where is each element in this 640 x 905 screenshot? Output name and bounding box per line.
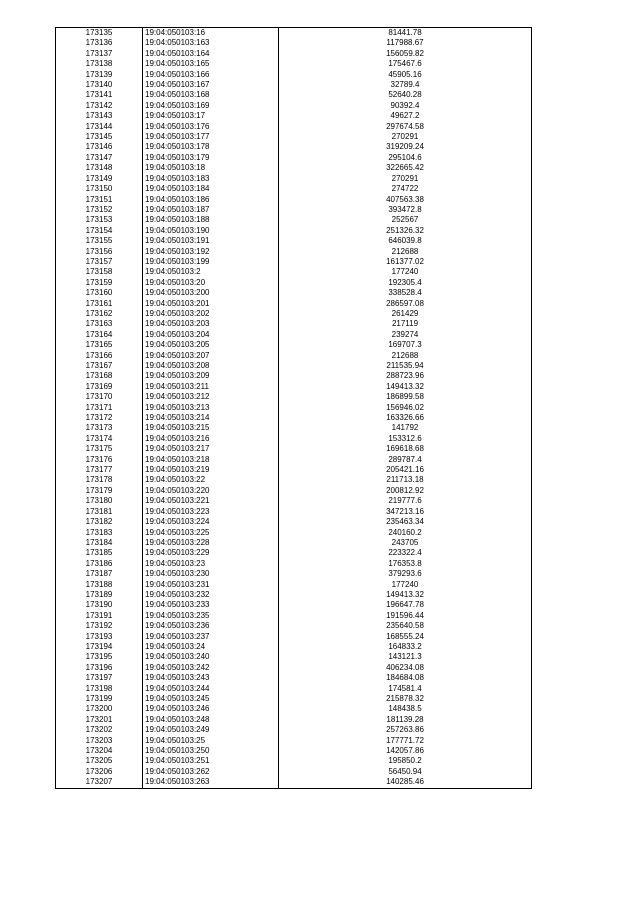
cadastral-number-cell: 19:04:050103:164 xyxy=(143,49,279,59)
table-row xyxy=(56,361,532,371)
table-row xyxy=(56,465,532,475)
cadastral-number-cell: 19:04:050103:230 xyxy=(143,569,279,579)
value-cell: 90392.4 xyxy=(279,101,532,111)
value-cell: 81441.78 xyxy=(279,28,532,39)
table-row xyxy=(56,704,532,714)
cadastral-number-cell: 19:04:050103:228 xyxy=(143,538,279,548)
value-cell: 168555.24 xyxy=(279,632,532,642)
cadastral-number-cell: 19:04:050103:242 xyxy=(143,663,279,673)
row-number-cell: 173206 xyxy=(56,767,143,777)
row-number-cell: 173139 xyxy=(56,70,143,80)
value-cell: 295104.6 xyxy=(279,153,532,163)
row-number-cell: 173200 xyxy=(56,704,143,714)
table-row xyxy=(56,507,532,517)
value-cell: 156059.82 xyxy=(279,49,532,59)
cadastral-number-cell: 19:04:050103:183 xyxy=(143,174,279,184)
value-cell: 177240 xyxy=(279,267,532,277)
row-number-cell: 173159 xyxy=(56,278,143,288)
row-number-cell: 173153 xyxy=(56,215,143,225)
row-number-cell: 173149 xyxy=(56,174,143,184)
table-row xyxy=(56,403,532,413)
table-row xyxy=(56,621,532,631)
row-number-cell: 173146 xyxy=(56,142,143,152)
row-number-cell: 173167 xyxy=(56,361,143,371)
table-row xyxy=(56,548,532,558)
value-cell: 191596.44 xyxy=(279,611,532,621)
table-row xyxy=(56,70,532,80)
value-cell: 164833.2 xyxy=(279,642,532,652)
table-row xyxy=(56,413,532,423)
value-cell: 205421.16 xyxy=(279,465,532,475)
table-row xyxy=(56,475,532,485)
value-cell: 141792 xyxy=(279,423,532,433)
row-number-cell: 173141 xyxy=(56,90,143,100)
cadastral-number-cell: 19:04:050103:204 xyxy=(143,330,279,340)
table-row xyxy=(56,767,532,777)
row-number-cell: 173197 xyxy=(56,673,143,683)
cadastral-number-cell: 19:04:050103:249 xyxy=(143,725,279,735)
table-row xyxy=(56,600,532,610)
row-number-cell: 173148 xyxy=(56,163,143,173)
value-cell: 184684.08 xyxy=(279,673,532,683)
cadastral-number-cell: 19:04:050103:245 xyxy=(143,694,279,704)
value-cell: 407563.38 xyxy=(279,195,532,205)
table-row xyxy=(56,725,532,735)
cadastral-number-cell: 19:04:050103:203 xyxy=(143,319,279,329)
cadastral-number-cell: 19:04:050103:187 xyxy=(143,205,279,215)
table-row xyxy=(56,351,532,361)
row-number-cell: 173138 xyxy=(56,59,143,69)
value-cell: 289787.4 xyxy=(279,455,532,465)
table-row xyxy=(56,455,532,465)
cadastral-number-cell: 19:04:050103:176 xyxy=(143,122,279,132)
table-row xyxy=(56,528,532,538)
value-cell: 169618.68 xyxy=(279,444,532,454)
table-row xyxy=(56,101,532,111)
cadastral-number-cell: 19:04:050103:217 xyxy=(143,444,279,454)
table-row xyxy=(56,736,532,746)
value-cell: 338528.4 xyxy=(279,288,532,298)
table-row xyxy=(56,319,532,329)
table-body xyxy=(56,28,532,789)
value-cell: 288723.96 xyxy=(279,371,532,381)
table-row xyxy=(56,278,532,288)
table-row xyxy=(56,371,532,381)
value-cell: 163326.66 xyxy=(279,413,532,423)
table-row xyxy=(56,174,532,184)
table-row xyxy=(56,590,532,600)
cadastral-number-cell: 19:04:050103:213 xyxy=(143,403,279,413)
row-number-cell: 173174 xyxy=(56,434,143,444)
row-number-cell: 173185 xyxy=(56,548,143,558)
table-row xyxy=(56,247,532,257)
row-number-cell: 173170 xyxy=(56,392,143,402)
row-number-cell: 173186 xyxy=(56,559,143,569)
cadastral-number-cell: 19:04:050103:2 xyxy=(143,267,279,277)
cadastral-number-cell: 19:04:050103:207 xyxy=(143,351,279,361)
value-cell: 261429 xyxy=(279,309,532,319)
table-row xyxy=(56,684,532,694)
cadastral-number-cell: 19:04:050103:205 xyxy=(143,340,279,350)
value-cell: 252567 xyxy=(279,215,532,225)
value-cell: 192305.4 xyxy=(279,278,532,288)
value-cell: 181139.28 xyxy=(279,715,532,725)
value-cell: 347213.16 xyxy=(279,507,532,517)
cadastral-number-cell: 19:04:050103:25 xyxy=(143,736,279,746)
table-row xyxy=(56,663,532,673)
table-row xyxy=(56,226,532,236)
cadastral-number-cell: 19:04:050103:179 xyxy=(143,153,279,163)
cadastral-number-cell: 19:04:050103:186 xyxy=(143,195,279,205)
table-row xyxy=(56,496,532,506)
table-row xyxy=(56,309,532,319)
cadastral-number-cell: 19:04:050103:190 xyxy=(143,226,279,236)
table-row xyxy=(56,382,532,392)
cadastral-number-cell: 19:04:050103:212 xyxy=(143,392,279,402)
value-cell: 186899.58 xyxy=(279,392,532,402)
table-row xyxy=(56,538,532,548)
value-cell: 240160.2 xyxy=(279,528,532,538)
cadastral-number-cell: 19:04:050103:235 xyxy=(143,611,279,621)
row-number-cell: 173137 xyxy=(56,49,143,59)
row-number-cell: 173168 xyxy=(56,371,143,381)
row-number-cell: 173196 xyxy=(56,663,143,673)
value-cell: 142057.86 xyxy=(279,746,532,756)
cadastral-value-table xyxy=(55,27,532,789)
row-number-cell: 173177 xyxy=(56,465,143,475)
cadastral-number-cell: 19:04:050103:246 xyxy=(143,704,279,714)
value-cell: 243705 xyxy=(279,538,532,548)
row-number-cell: 173205 xyxy=(56,756,143,766)
cadastral-number-cell: 19:04:050103:240 xyxy=(143,652,279,662)
value-cell: 175467.6 xyxy=(279,59,532,69)
table-row xyxy=(56,288,532,298)
row-number-cell: 173179 xyxy=(56,486,143,496)
cadastral-number-cell: 19:04:050103:251 xyxy=(143,756,279,766)
value-cell: 161377.02 xyxy=(279,257,532,267)
cadastral-number-cell: 19:04:050103:191 xyxy=(143,236,279,246)
table-row xyxy=(56,340,532,350)
row-number-cell: 173187 xyxy=(56,569,143,579)
row-number-cell: 173190 xyxy=(56,600,143,610)
row-number-cell: 173193 xyxy=(56,632,143,642)
cadastral-number-cell: 19:04:050103:169 xyxy=(143,101,279,111)
cadastral-number-cell: 19:04:050103:236 xyxy=(143,621,279,631)
row-number-cell: 173166 xyxy=(56,351,143,361)
table-row xyxy=(56,38,532,48)
value-cell: 239274 xyxy=(279,330,532,340)
row-number-cell: 173173 xyxy=(56,423,143,433)
row-number-cell: 173164 xyxy=(56,330,143,340)
value-cell: 219777.6 xyxy=(279,496,532,506)
row-number-cell: 173140 xyxy=(56,80,143,90)
table-row xyxy=(56,257,532,267)
table-row xyxy=(56,694,532,704)
value-cell: 223322.4 xyxy=(279,548,532,558)
cadastral-number-cell: 19:04:050103:184 xyxy=(143,184,279,194)
value-cell: 52640.28 xyxy=(279,90,532,100)
table-row xyxy=(56,236,532,246)
row-number-cell: 173182 xyxy=(56,517,143,527)
table-row xyxy=(56,299,532,309)
cadastral-number-cell: 19:04:050103:214 xyxy=(143,413,279,423)
row-number-cell: 173163 xyxy=(56,319,143,329)
table-row xyxy=(56,392,532,402)
value-cell: 393472.8 xyxy=(279,205,532,215)
table-row xyxy=(56,49,532,59)
row-number-cell: 173147 xyxy=(56,153,143,163)
cadastral-number-cell: 19:04:050103:250 xyxy=(143,746,279,756)
cadastral-number-cell: 19:04:050103:224 xyxy=(143,517,279,527)
row-number-cell: 173203 xyxy=(56,736,143,746)
cadastral-number-cell: 19:04:050103:178 xyxy=(143,142,279,152)
cadastral-number-cell: 19:04:050103:163 xyxy=(143,38,279,48)
cadastral-number-cell: 19:04:050103:220 xyxy=(143,486,279,496)
table-row xyxy=(56,611,532,621)
value-cell: 646039.8 xyxy=(279,236,532,246)
cadastral-number-cell: 19:04:050103:202 xyxy=(143,309,279,319)
value-cell: 149413.32 xyxy=(279,590,532,600)
value-cell: 174581.4 xyxy=(279,684,532,694)
value-cell: 406234.08 xyxy=(279,663,532,673)
row-number-cell: 173184 xyxy=(56,538,143,548)
table-row xyxy=(56,267,532,277)
cadastral-number-cell: 19:04:050103:166 xyxy=(143,70,279,80)
table-row xyxy=(56,569,532,579)
table-row xyxy=(56,330,532,340)
cadastral-number-cell: 19:04:050103:223 xyxy=(143,507,279,517)
table-row xyxy=(56,163,532,173)
row-number-cell: 173162 xyxy=(56,309,143,319)
cadastral-number-cell: 19:04:050103:215 xyxy=(143,423,279,433)
value-cell: 177771.72 xyxy=(279,736,532,746)
value-cell: 211713.18 xyxy=(279,475,532,485)
table-row xyxy=(56,715,532,725)
cadastral-number-cell: 19:04:050103:218 xyxy=(143,455,279,465)
row-number-cell: 173178 xyxy=(56,475,143,485)
table-row xyxy=(56,642,532,652)
table-row xyxy=(56,111,532,121)
table-row xyxy=(56,580,532,590)
cadastral-number-cell: 19:04:050103:263 xyxy=(143,777,279,788)
table-row xyxy=(56,632,532,642)
row-number-cell: 173157 xyxy=(56,257,143,267)
row-number-cell: 173143 xyxy=(56,111,143,121)
value-cell: 217119 xyxy=(279,319,532,329)
cadastral-number-cell: 19:04:050103:211 xyxy=(143,382,279,392)
row-number-cell: 173176 xyxy=(56,455,143,465)
value-cell: 379293.6 xyxy=(279,569,532,579)
table-row xyxy=(56,122,532,132)
row-number-cell: 173135 xyxy=(56,28,143,39)
cadastral-number-cell: 19:04:050103:209 xyxy=(143,371,279,381)
row-number-cell: 173202 xyxy=(56,725,143,735)
cadastral-number-cell: 19:04:050103:232 xyxy=(143,590,279,600)
row-number-cell: 173188 xyxy=(56,580,143,590)
table-row xyxy=(56,652,532,662)
cadastral-number-cell: 19:04:050103:208 xyxy=(143,361,279,371)
cadastral-number-cell: 19:04:050103:24 xyxy=(143,642,279,652)
cadastral-number-cell: 19:04:050103:244 xyxy=(143,684,279,694)
cadastral-number-cell: 19:04:050103:17 xyxy=(143,111,279,121)
cadastral-number-cell: 19:04:050103:16 xyxy=(143,28,279,39)
row-number-cell: 173198 xyxy=(56,684,143,694)
row-number-cell: 173201 xyxy=(56,715,143,725)
row-number-cell: 173156 xyxy=(56,247,143,257)
cadastral-number-cell: 19:04:050103:221 xyxy=(143,496,279,506)
value-cell: 32789.4 xyxy=(279,80,532,90)
table-row xyxy=(56,756,532,766)
row-number-cell: 173144 xyxy=(56,122,143,132)
table-row xyxy=(56,28,532,39)
value-cell: 212688 xyxy=(279,351,532,361)
table-row xyxy=(56,746,532,756)
row-number-cell: 173191 xyxy=(56,611,143,621)
row-number-cell: 173194 xyxy=(56,642,143,652)
row-number-cell: 173160 xyxy=(56,288,143,298)
table-row xyxy=(56,132,532,142)
table-row xyxy=(56,142,532,152)
row-number-cell: 173169 xyxy=(56,382,143,392)
row-number-cell: 173161 xyxy=(56,299,143,309)
cadastral-number-cell: 19:04:050103:23 xyxy=(143,559,279,569)
value-cell: 257263.86 xyxy=(279,725,532,735)
value-cell: 117988.67 xyxy=(279,38,532,48)
table-row xyxy=(56,153,532,163)
cadastral-number-cell: 19:04:050103:248 xyxy=(143,715,279,725)
value-cell: 211535.94 xyxy=(279,361,532,371)
value-cell: 195850.2 xyxy=(279,756,532,766)
row-number-cell: 173150 xyxy=(56,184,143,194)
row-number-cell: 173154 xyxy=(56,226,143,236)
row-number-cell: 173181 xyxy=(56,507,143,517)
row-number-cell: 173207 xyxy=(56,777,143,788)
row-number-cell: 173180 xyxy=(56,496,143,506)
value-cell: 297674.58 xyxy=(279,122,532,132)
value-cell: 148438.5 xyxy=(279,704,532,714)
value-cell: 156946.02 xyxy=(279,403,532,413)
value-cell: 270291 xyxy=(279,132,532,142)
row-number-cell: 173199 xyxy=(56,694,143,704)
value-cell: 319209.24 xyxy=(279,142,532,152)
cadastral-number-cell: 19:04:050103:262 xyxy=(143,767,279,777)
cadastral-number-cell: 19:04:050103:192 xyxy=(143,247,279,257)
value-cell: 140285.46 xyxy=(279,777,532,788)
value-cell: 153312.6 xyxy=(279,434,532,444)
value-cell: 200812.92 xyxy=(279,486,532,496)
value-cell: 169707.3 xyxy=(279,340,532,350)
cadastral-number-cell: 19:04:050103:219 xyxy=(143,465,279,475)
table-row xyxy=(56,434,532,444)
table-row xyxy=(56,517,532,527)
row-number-cell: 173192 xyxy=(56,621,143,631)
row-number-cell: 173195 xyxy=(56,652,143,662)
cadastral-number-cell: 19:04:050103:243 xyxy=(143,673,279,683)
value-cell: 49627.2 xyxy=(279,111,532,121)
table-row xyxy=(56,215,532,225)
cadastral-number-cell: 19:04:050103:237 xyxy=(143,632,279,642)
cadastral-number-cell: 19:04:050103:233 xyxy=(143,600,279,610)
row-number-cell: 173151 xyxy=(56,195,143,205)
table-row xyxy=(56,90,532,100)
value-cell: 286597.08 xyxy=(279,299,532,309)
cadastral-number-cell: 19:04:050103:168 xyxy=(143,90,279,100)
cadastral-number-cell: 19:04:050103:22 xyxy=(143,475,279,485)
value-cell: 274722 xyxy=(279,184,532,194)
row-number-cell: 173172 xyxy=(56,413,143,423)
cadastral-number-cell: 19:04:050103:177 xyxy=(143,132,279,142)
table-row xyxy=(56,80,532,90)
value-cell: 149413.32 xyxy=(279,382,532,392)
value-cell: 177240 xyxy=(279,580,532,590)
value-cell: 215878.32 xyxy=(279,694,532,704)
cadastral-number-cell: 19:04:050103:167 xyxy=(143,80,279,90)
row-number-cell: 173152 xyxy=(56,205,143,215)
value-cell: 322665.42 xyxy=(279,163,532,173)
value-cell: 143121.3 xyxy=(279,652,532,662)
cadastral-number-cell: 19:04:050103:201 xyxy=(143,299,279,309)
row-number-cell: 173136 xyxy=(56,38,143,48)
row-number-cell: 173183 xyxy=(56,528,143,538)
cadastral-number-cell: 19:04:050103:188 xyxy=(143,215,279,225)
table-row xyxy=(56,195,532,205)
cadastral-number-cell: 19:04:050103:18 xyxy=(143,163,279,173)
table-row xyxy=(56,673,532,683)
row-number-cell: 173175 xyxy=(56,444,143,454)
table-row xyxy=(56,444,532,454)
cadastral-number-cell: 19:04:050103:20 xyxy=(143,278,279,288)
row-number-cell: 173165 xyxy=(56,340,143,350)
value-cell: 235640.58 xyxy=(279,621,532,631)
cadastral-number-cell: 19:04:050103:165 xyxy=(143,59,279,69)
value-cell: 176353.8 xyxy=(279,559,532,569)
cadastral-number-cell: 19:04:050103:200 xyxy=(143,288,279,298)
table-row xyxy=(56,184,532,194)
row-number-cell: 173171 xyxy=(56,403,143,413)
table-row xyxy=(56,559,532,569)
table-row xyxy=(56,486,532,496)
value-cell: 56450.94 xyxy=(279,767,532,777)
cadastral-number-cell: 19:04:050103:216 xyxy=(143,434,279,444)
table-row xyxy=(56,59,532,69)
value-cell: 212688 xyxy=(279,247,532,257)
value-cell: 235463.34 xyxy=(279,517,532,527)
value-cell: 270291 xyxy=(279,174,532,184)
cadastral-number-cell: 19:04:050103:231 xyxy=(143,580,279,590)
cadastral-number-cell: 19:04:050103:225 xyxy=(143,528,279,538)
row-number-cell: 173158 xyxy=(56,267,143,277)
cadastral-number-cell: 19:04:050103:229 xyxy=(143,548,279,558)
row-number-cell: 173155 xyxy=(56,236,143,246)
cadastral-number-cell: 19:04:050103:199 xyxy=(143,257,279,267)
table-row xyxy=(56,423,532,433)
row-number-cell: 173204 xyxy=(56,746,143,756)
row-number-cell: 173142 xyxy=(56,101,143,111)
row-number-cell: 173189 xyxy=(56,590,143,600)
row-number-cell: 173145 xyxy=(56,132,143,142)
value-cell: 45905.16 xyxy=(279,70,532,80)
table-row xyxy=(56,777,532,788)
value-cell: 251326.32 xyxy=(279,226,532,236)
value-cell: 196647.78 xyxy=(279,600,532,610)
table-row xyxy=(56,205,532,215)
